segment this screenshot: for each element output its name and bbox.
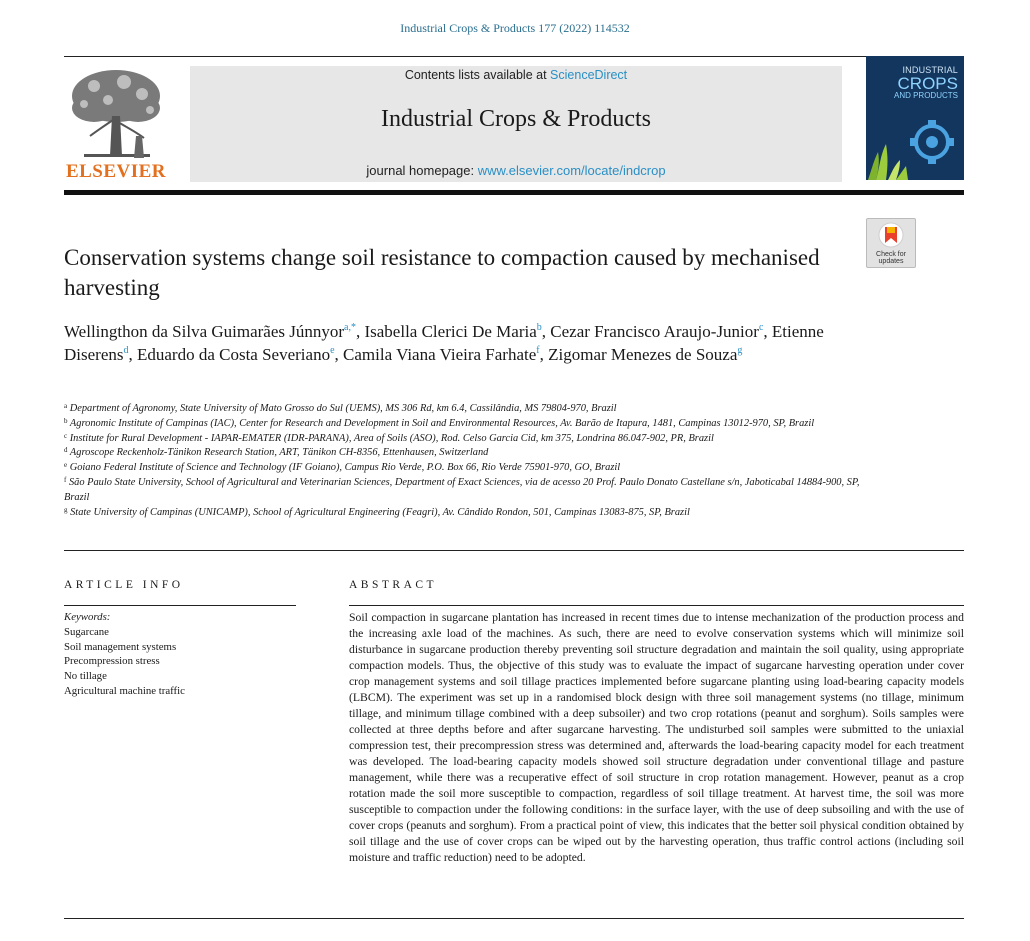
affiliation-item	[64, 432, 864, 447]
affiliation-text: São Paulo State University, School of Agricultural and Veterinarian Sciences, Department of Exact Sciences, via de acesso 20 Prof. Paulo Donato Castellane s/n, Jaboticabal 14884-900, SP, Brazil	[64, 476, 860, 503]
keyword-item: Soil management systems	[64, 640, 177, 653]
affiliation-text: State University of Campinas (UNICAMP), School of Agricultural Engineering (Feagri), Av. Cândido Rondon, 501, Campinas 13083-875, SP, Brazil	[70, 506, 690, 518]
affiliation-text: Agroscope Reckenholz-Tänikon Research Station, ART, Tänikon CH-8356, Ettenhausen, Switzerland	[69, 447, 489, 459]
keyword-item: No tillage	[64, 670, 107, 683]
author-affiliation-marker[interactable]: e	[330, 345, 335, 356]
abstract-text: Soil compaction in sugarcane plantation has increased in recent times due to intense mechanization of the production process and the increasing axle load of the machines. As such, there are need to evolve conservation systems which will minimize soil disturbance in sugarcane production thereby preventing soil structure degradation and maintain the soil quality, using appropriate compaction models. Thus, the objective of this study was to evaluate the impact of sugarcane harvesting operation under cover crop management systems and soil tillage practices implemented before sugarcane planting using load-bearing capacity models (LBCM). The experiment was set up in a randomised block design with three soil management systems (no tillage, minimum tillage, and minimum tillage combined with a deep subsoiler) and two crop rotations (peanut and sorghum). Soils samples were collected at three depths before and after sugarcane harvesting. The undisturbed soil samples were submitted to the uniaxial compression test, their precompression stress was determined and, afterwards the load-bearing capacity model for each treatment was developed. The load-bearing capacity models showed soil structure degradation under conventional tillage and pasture management, while there was a recuperative effect of soil structure in crop rotation management. However, peanut as a crop rotation made the soil more susceptible to compaction, regardless of soil tillage treatment. At harvest time, the soil was more susceptible to compaction under the following conditions: in the surface layer, with the use of deep subsoiling and with the use of cover crops (peanuts and sorghum). From a practical point of view, this indicates that the better soil physical condition obtained by soil tillage and the use of cover crops can be wiped out by the harvesting operation, thus traffic control actions (including soil moisture and traffic reduction) need to be adopted.	[349, 611, 964, 864]
bottom-rule	[64, 918, 964, 919]
author-name[interactable]: Eduardo da Costa Severiano	[136, 345, 331, 364]
keywords-label: Keywords:	[64, 611, 111, 623]
author-affiliation-marker[interactable]: a,*	[344, 322, 356, 333]
contents-prefix: Contents lists available at	[404, 68, 547, 82]
affiliation-marker: g	[64, 505, 68, 514]
author-name[interactable]: Wellingthon da Silva Guimarães Júnnyor	[64, 322, 345, 341]
author-name[interactable]: Cezar Francisco Araujo-Junior	[550, 322, 759, 341]
abstract-heading: ABSTRACT	[349, 579, 438, 591]
author-affiliation-marker[interactable]: b	[536, 322, 542, 333]
author-affiliation-marker[interactable]: c	[758, 322, 764, 333]
sciencedirect-link[interactable]: ScienceDirect	[550, 68, 628, 82]
affiliation-marker: a	[64, 402, 68, 410]
cover-title-line3: AND PRODUCTS	[893, 91, 958, 100]
author-affiliation-marker[interactable]: d	[123, 345, 129, 356]
affiliation-marker: f	[64, 475, 67, 484]
top-rule	[64, 56, 964, 57]
affiliation-text: Goiano Federal Institute of Science and Technology (IF Goiano), Campus Rio Verde, P.O. Box 66, Rio Verde 75901-970, GO, Brazil	[69, 462, 621, 474]
journal-citation: Industrial Crops & Products 177 (2022) 114532	[400, 21, 630, 35]
affiliation-marker: d	[64, 446, 68, 455]
author-separator: ,	[355, 322, 365, 341]
author-name[interactable]: Etienne Diserens	[64, 322, 824, 364]
affiliation-marker: c	[64, 431, 68, 440]
affiliation-item	[64, 446, 864, 461]
article-info-heading: ARTICLE INFO	[64, 579, 184, 591]
cover-title	[894, 66, 958, 100]
cover-title-line1: INDUSTRIAL	[902, 65, 958, 75]
keyword-item: Sugarcane	[64, 625, 109, 638]
keywords-block	[64, 610, 296, 699]
affiliation-marker: e	[64, 461, 68, 470]
author-separator: ,	[128, 345, 137, 364]
author-name[interactable]: Zigomar Menezes de Souza	[548, 345, 738, 364]
author-separator: ,	[763, 322, 772, 341]
bookmark-icon	[867, 219, 915, 251]
homepage-prefix: journal homepage:	[366, 163, 475, 178]
article-title: Conservation systems change soil resistance to compaction caused by mechanised harvesting	[64, 245, 820, 300]
affiliation-item	[64, 506, 864, 521]
affiliation-text: Department of Agronomy, State University of Mato Grosso do Sul (UEMS), MS 306 Rd, km 6.4, Cassilândia, MS 79804-970, Brazil	[69, 403, 617, 414]
check-for-updates-label: Check for updates	[876, 251, 906, 265]
author-name[interactable]: Isabella Clerici De Maria	[364, 322, 537, 341]
keyword-item: Agricultural machine traffic	[64, 684, 185, 697]
affiliation-text: Institute for Rural Development - IAPAR-EMATER (IDR-PARANA), Area of Soils (ASO), Rod. Celso Garcia Cid, km 375, Londrina 86.047-902, PR, Brazil	[69, 432, 714, 444]
elsevier-wordmark: ELSEVIER	[65, 161, 167, 182]
affiliation-item	[64, 417, 864, 432]
author-name[interactable]: Camila Viana Vieira Farhate	[343, 345, 537, 364]
affiliation-item	[64, 461, 864, 476]
check-for-updates-badge[interactable]	[866, 218, 916, 268]
abstract-rule	[349, 605, 964, 606]
author-affiliation-marker[interactable]: g	[737, 345, 743, 356]
header-thick-rule	[64, 190, 964, 195]
journal-homepage-link[interactable]: www.elsevier.com/locate/indcrop	[477, 163, 666, 178]
journal-header-box	[190, 66, 842, 182]
keyword-item: Precompression stress	[64, 655, 160, 668]
authors-list	[64, 320, 854, 366]
author-affiliation-marker[interactable]: f	[536, 345, 540, 356]
affiliation-item	[64, 402, 864, 417]
author-separator: ,	[541, 322, 551, 341]
journal-name: Industrial Crops & Products	[381, 106, 651, 132]
affiliations-list	[64, 402, 864, 520]
affiliation-marker: b	[64, 416, 68, 425]
header-divider	[64, 550, 964, 551]
author-separator: ,	[539, 345, 549, 364]
homepage-line	[190, 163, 842, 178]
affiliation-item	[64, 476, 864, 506]
affiliation-text: Agronomic Institute of Campinas (IAC), Center for Research and Development in Soil and Environmental Resources, Av. Barão de Itapura, 1481, Campinas 13012-970, SP, Brazil	[69, 417, 815, 429]
author-separator: ,	[334, 345, 344, 364]
journal-cover	[866, 56, 964, 180]
article-info-rule	[64, 605, 296, 606]
contents-line	[190, 68, 842, 82]
cover-title-line2: CROPS	[897, 74, 958, 93]
